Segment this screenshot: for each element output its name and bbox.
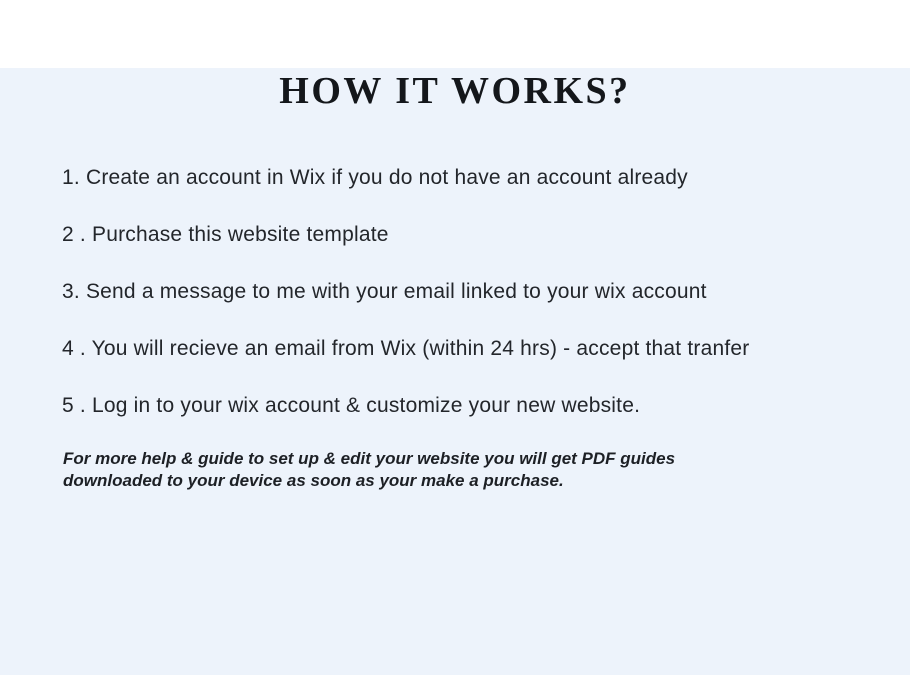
how-it-works-panel — [0, 68, 910, 675]
help-note-line-1: For more help & guide to set up & edit your website you will get PDF guides — [63, 449, 676, 468]
help-note-line-2: downloaded to your device as soon as your make a purchase. — [63, 471, 564, 490]
step-item-1: 1. Create an account in Wix if you do not have an account already — [62, 166, 688, 189]
help-note — [0, 448, 910, 492]
step-item-3: 3. Send a message to me with your email linked to your wix account — [62, 280, 707, 303]
steps-list — [0, 164, 910, 420]
page-title: HOW IT WORKS? — [279, 70, 631, 112]
step-item-4: 4 . You will recieve an email from Wix (within 24 hrs) - accept that tranfer — [62, 337, 750, 360]
step-item-5: 5 . Log in to your wix account & customize your new website. — [62, 394, 641, 417]
step-item-2: 2 . Purchase this website template — [62, 223, 389, 246]
